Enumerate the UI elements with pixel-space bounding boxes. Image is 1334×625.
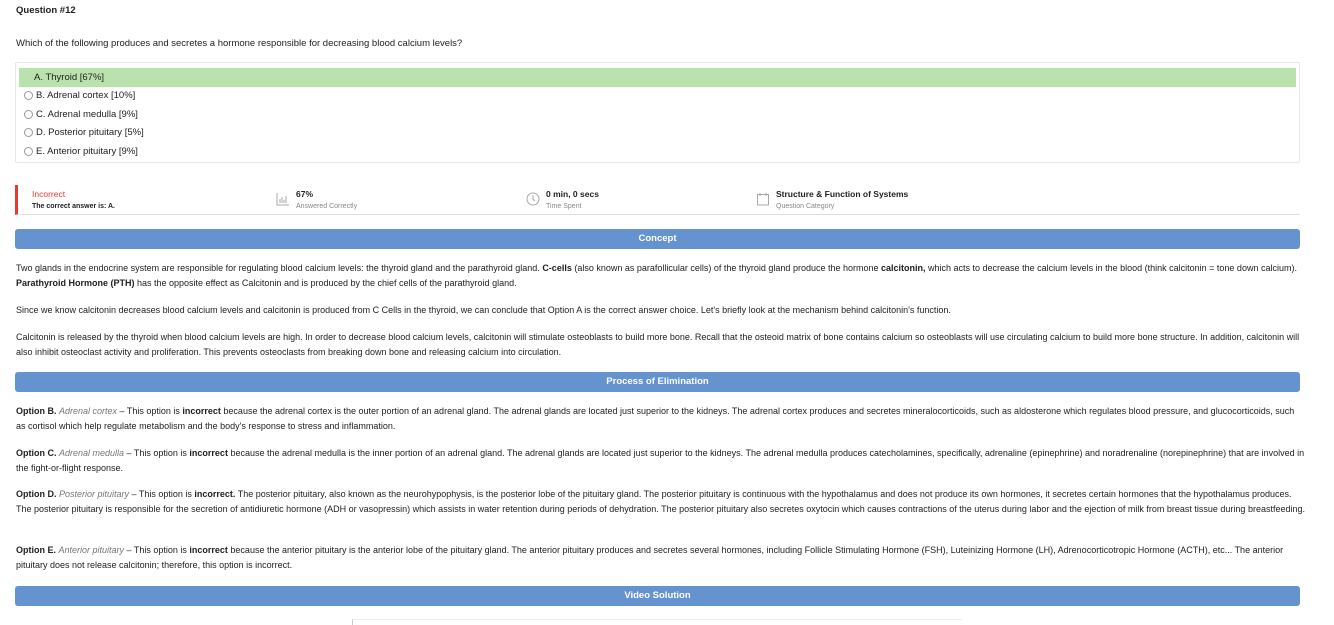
option-b[interactable]: [19, 87, 1296, 106]
italic-text: Anterior pituitary: [58, 545, 125, 555]
video-solution-header[interactable]: Video Solution: [15, 586, 1300, 606]
elimination-paragraph: [16, 487, 1306, 516]
text: which acts to decrease the calcium levels in the blood (think calcitonin = tone down calcium).: [925, 263, 1297, 273]
text: – This option is: [124, 448, 190, 458]
italic-text: Adrenal medulla: [59, 448, 125, 458]
option-d[interactable]: [19, 124, 1296, 143]
percent-label: Answered Correctly: [296, 203, 358, 210]
option-a[interactable]: [19, 68, 1296, 87]
radio-button[interactable]: [24, 128, 33, 137]
bold-text: calcitonin,: [881, 263, 926, 273]
result-stat: [32, 189, 115, 210]
italic-text: Posterior pituitary: [59, 489, 130, 499]
category-value: Structure & Function of Systems: [776, 189, 909, 199]
calendar-icon: [756, 192, 770, 206]
correct-answer-text: The correct answer is: A.: [32, 203, 115, 210]
bar-chart-icon: [276, 192, 290, 206]
bold-text: Parathyroid Hormone (PTH): [16, 277, 135, 288]
text: – This option is: [117, 406, 183, 416]
time-stat: [526, 189, 599, 210]
text: because the adrenal cortex is the outer portion of an adrenal gland. The adrenal glands are located just superior to the kidneys. The adrenal cortex produces and secretes mineralocorticoids, such as aldosterone which regulates blood pressure, and glucocorticoids, such as cortisol which help regulate metabolism and the body's response to stress and inflammation.: [16, 406, 1295, 431]
bold-text: incorrect: [189, 448, 228, 458]
option-label: D. Posterior pituitary [5%]: [36, 127, 144, 139]
text: The posterior pituitary, also known as the neurohypophysis, is the posterior lobe of the pituitary gland. The posterior pituitary is continuous with the hypothalamus and does not produce its own hormones, it secretes certain hormones that the hypothalamus produces. The posterior pituitary is responsible for the secretion of antidiuretic hormone (ADH or vasopressin) which assists in water retention during periods of dehydration. The posterior pituitary also secretes oxytocin which causes contractions of the uterus during labor and the ejection of milk from breast tissue during breastfeeding.: [16, 489, 1305, 514]
bold-text: incorrect: [182, 406, 221, 416]
concept-paragraph: [16, 303, 1306, 318]
result-label: Incorrect: [32, 189, 66, 199]
option-label: C. Adrenal medulla [9%]: [36, 108, 138, 120]
concept-paragraph: [16, 330, 1306, 359]
elimination-header[interactable]: Process of Elimination: [15, 372, 1300, 392]
bold-text: Option C.: [16, 448, 59, 458]
radio-button[interactable]: [24, 110, 33, 119]
text: Calcitonin is released by the thyroid when blood calcium levels are high. In order to decrease blood calcium levels, calcitonin will stimulate osteoblasts to build more bone. Recall that the osteoid matrix of bone contains calcium so osteoblasts will use circulating calcium to build more bone structure. In addition, calcitonin will also inhibit osteoclast activity and proliferation. This prevents osteoclasts from breaking down bone and releasing calcium into circulation.: [16, 332, 1300, 357]
answer-options: [15, 62, 1300, 163]
text: has the opposite effect as Calcitonin and is produced by the chief cells of the parathyroid gland.: [134, 277, 517, 288]
clock-icon: [526, 192, 540, 206]
question-number: Question #12: [16, 5, 76, 16]
percent-value: 67%: [296, 189, 314, 199]
text: – This option is: [124, 545, 190, 555]
percent-stat: [276, 189, 357, 210]
text: because the adrenal medulla is the inner portion of an adrenal gland. The adrenal glands are located just superior to the kidneys. The adrenal medulla produces catecholamines, specifically, adrenaline (epinephrine) and noradrenaline (norepinephrine) that are involved in the fight-or-flight response.: [16, 448, 1305, 473]
category-stat: [756, 189, 908, 210]
concept-paragraph: [16, 261, 1306, 290]
option-label: A. Thyroid [67%]: [34, 71, 105, 83]
option-label: E. Anterior pituitary [9%]: [36, 145, 138, 157]
option-c[interactable]: [19, 105, 1296, 124]
time-label: Time Spent: [546, 203, 582, 210]
text: – This option is: [129, 489, 195, 499]
option-e[interactable]: [19, 142, 1296, 161]
category-label: Question Category: [776, 203, 835, 210]
elimination-paragraph: [16, 404, 1306, 433]
bold-text: C-cells: [542, 263, 572, 273]
question-text: Which of the following produces and secretes a hormone responsible for decreasing blood calcium levels?: [16, 38, 463, 49]
concept-header[interactable]: Concept: [15, 229, 1300, 249]
text: (also known as parafollicular cells) of the thyroid gland produce the hormone: [571, 263, 881, 273]
time-value: 0 min, 0 secs: [546, 189, 599, 199]
text: Two glands in the endocrine system are responsible for regulating blood calcium levels: the thyroid gland and the parathyroid gland.: [16, 263, 543, 273]
text: Since we know calcitonin decreases blood calcium levels and calcitonin is produced from C Cells in the thyroid, we can conclude that Option A is the correct answer choice. Let's briefly look at the mechanism behind calcitonin's function.: [16, 305, 951, 315]
text: because the anterior pituitary is the anterior lobe of the pituitary gland. The anterior pituitary produces and secretes several hormones, including Follicle Stimulating Hormone (FSH), Luteinizing Hormone (LH), Adrenocorticotropic Hormone (ACTH), etc... The anterior pituitary does not release calcitonin; therefore, this option is incorrect.: [16, 545, 1284, 570]
bold-text: incorrect.: [194, 489, 236, 499]
bold-text: Option D.: [16, 489, 59, 499]
italic-text: Adrenal cortex: [59, 406, 118, 416]
radio-button[interactable]: [24, 147, 33, 156]
radio-button[interactable]: [24, 91, 33, 100]
elimination-paragraph: [16, 446, 1306, 475]
bold-text: Option E.: [16, 545, 59, 555]
bold-text: incorrect: [189, 545, 228, 555]
bold-text: Option B.: [16, 406, 59, 416]
result-status-bar: [15, 185, 1300, 215]
video-player[interactable]: [352, 619, 962, 625]
option-label: B. Adrenal cortex [10%]: [36, 90, 136, 102]
elimination-paragraph: [16, 543, 1306, 572]
